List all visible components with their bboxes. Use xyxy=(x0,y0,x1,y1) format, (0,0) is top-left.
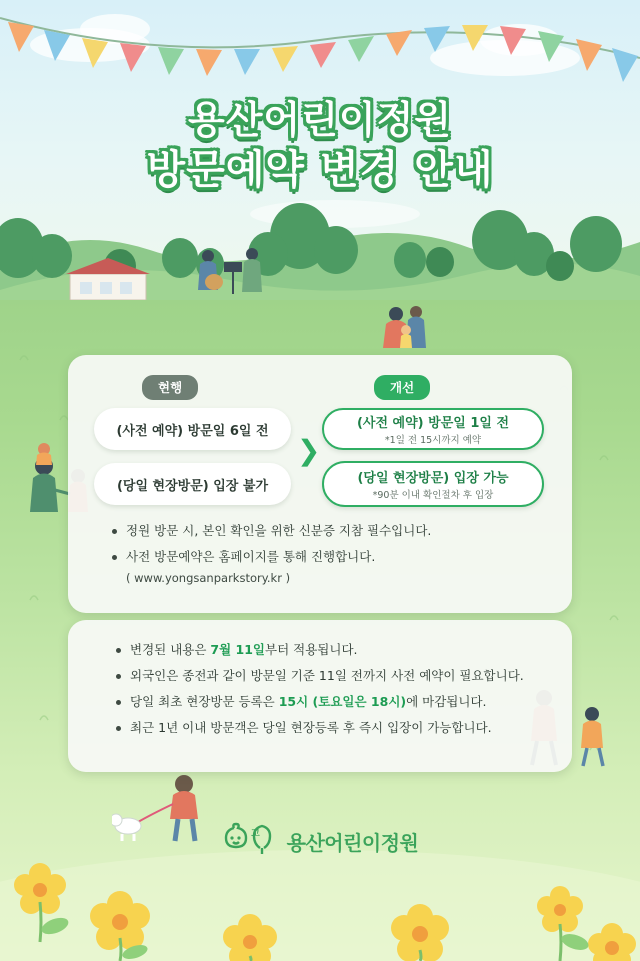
note-bottom-2-pre: 외국인은 종전과 같이 방문일 기준 11일 전까지 사전 예약이 필요합니다. xyxy=(130,667,524,683)
chip-improved-row1-bold: (사전 예약) xyxy=(356,416,424,431)
bullet-dot-icon xyxy=(116,674,121,679)
chip-improved-row1-rest: 방문일 1일 전 xyxy=(423,416,510,431)
bullet-dot-icon xyxy=(116,726,121,731)
bullet-dot-icon xyxy=(112,529,117,534)
chip-improved-row2-text xyxy=(357,467,508,486)
footer-logo xyxy=(0,822,640,861)
note-bottom-1-pre: 변경된 내용은 xyxy=(130,642,211,657)
chip-current-row2-text: (당일 현장방문) 입장 불가 xyxy=(116,478,269,494)
bullet-dot-icon xyxy=(112,555,117,560)
note-bottom-4 xyxy=(130,720,492,737)
notes-panel xyxy=(68,620,572,772)
badge-improved: 개선 xyxy=(374,375,430,400)
bunting-decoration xyxy=(0,0,640,110)
list-item xyxy=(112,549,548,566)
chip-improved-row2-rest: 입장 가능 xyxy=(449,471,509,486)
poster-title xyxy=(0,98,640,194)
comparison-panel xyxy=(68,355,572,613)
chip-current-row2 xyxy=(94,463,291,505)
note-bottom-2 xyxy=(130,668,524,685)
note-bottom-3 xyxy=(130,694,487,711)
badge-current: 현행 xyxy=(142,375,198,400)
note-bottom-3-post: 에 마감됩니다. xyxy=(406,693,487,709)
chip-current-row1 xyxy=(94,408,291,450)
arrow-right-icon: ❯ xyxy=(297,434,321,467)
notes-top-list xyxy=(112,523,548,595)
note-top-1: 정원 방문 시, 본인 확인을 위한 신분증 지참 필수입니다. xyxy=(126,523,432,538)
note-bottom-1-highlight: 7월 11일 xyxy=(210,642,266,657)
sitting-family-illustration xyxy=(378,300,438,352)
title-line-1: 용산어린이정원 xyxy=(188,98,452,142)
chip-improved-row2-bold: (당일 현장방문) xyxy=(357,471,450,486)
note-top-website: ( www.yongsanparkstory.kr ) xyxy=(126,570,291,585)
chip-improved-row1-sub: *1일 전 15시까지 예약 xyxy=(384,435,482,446)
chip-improved-row2-sub: *90분 이내 확인절차 후 입장 xyxy=(372,490,494,501)
list-item xyxy=(116,668,548,685)
note-bottom-3-pre: 당일 최초 현장방문 등록은 xyxy=(130,693,279,709)
title-line-2: 방문예약 변경 안내 xyxy=(146,146,494,193)
chip-improved-row2 xyxy=(322,461,544,507)
footer-logo-text: 용산어린이정원 xyxy=(286,831,419,855)
list-item xyxy=(116,642,548,659)
bullet-dot-icon xyxy=(116,648,121,653)
list-item xyxy=(116,720,548,737)
list-item xyxy=(116,694,548,711)
note-bottom-1-post: 부터 적용됩니다. xyxy=(265,642,358,657)
notes-bottom-list xyxy=(116,642,548,746)
note-top-2: 사전 방문예약은 홈페이지를 통해 진행합니다. xyxy=(126,548,376,564)
svg-text:꼬: 꼬 xyxy=(250,829,260,839)
chip-improved-row1-text xyxy=(357,412,509,431)
note-bottom-3-highlight: 15시 (토요일은 18시) xyxy=(278,693,407,709)
chip-improved-row1 xyxy=(322,408,544,450)
note-bottom-4-pre: 최근 1년 이내 방문객은 당일 현장등록 후 즉시 입장이 가능합니다. xyxy=(130,719,492,735)
park-logo-icon xyxy=(222,822,280,861)
note-bottom-1 xyxy=(130,642,358,659)
chip-current-row1-text: (사전 예약) 방문일 6일 전 xyxy=(116,423,269,439)
list-item xyxy=(112,523,548,540)
bullet-dot-icon xyxy=(116,700,121,705)
